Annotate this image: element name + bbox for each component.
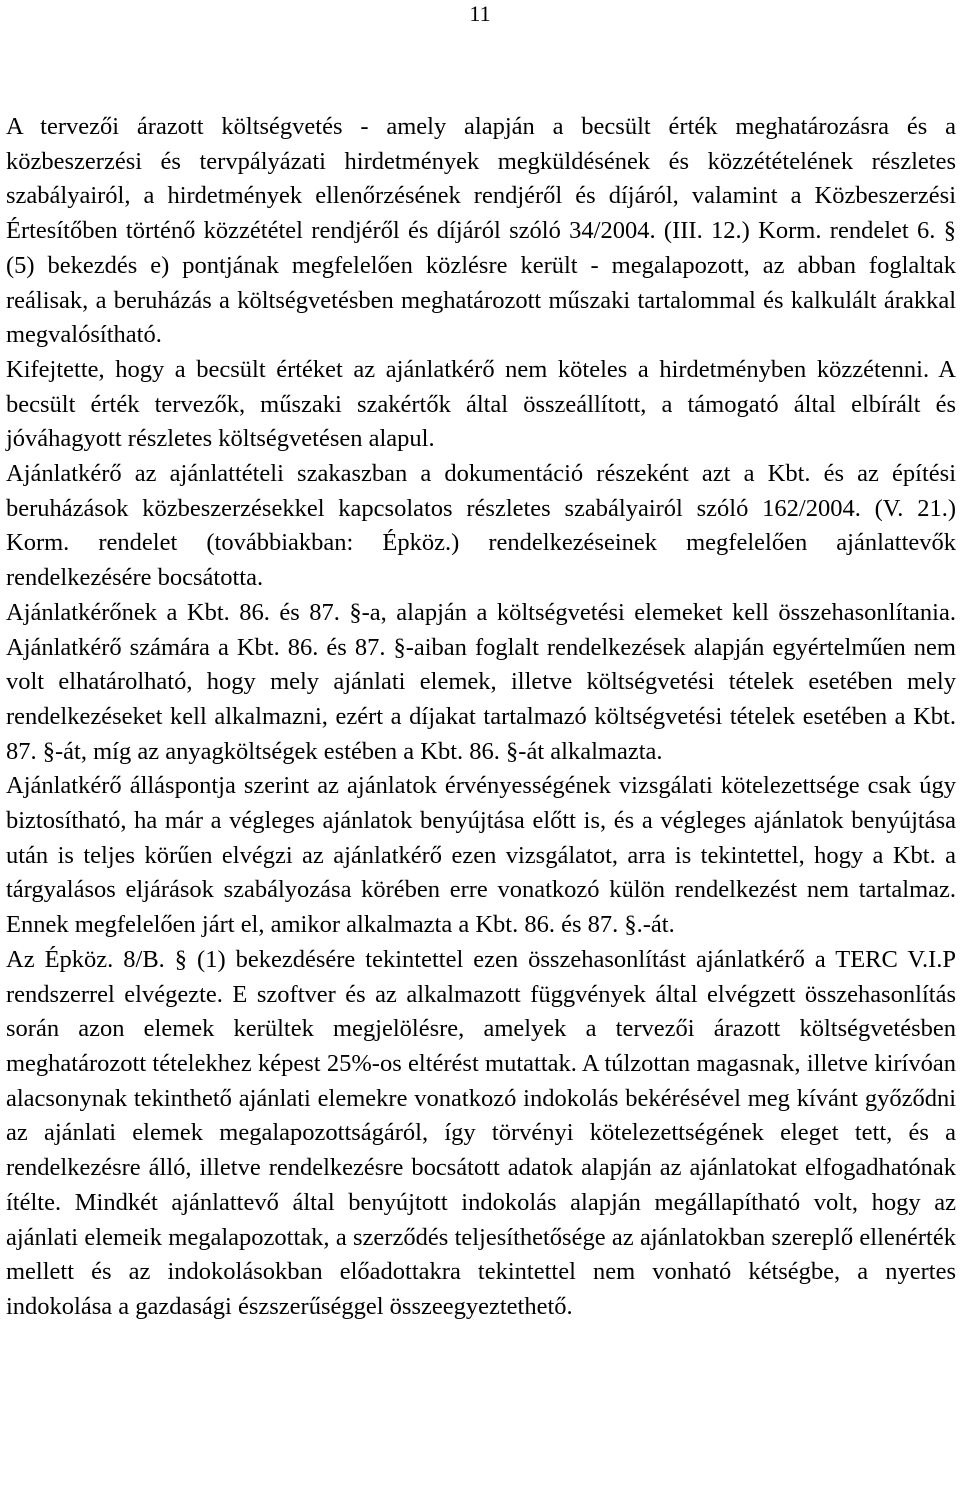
paragraph: Kifejtette, hogy a becsült értéket az ajánlatkérő nem köteles a hirdetményben közzétenni. A becsült érték tervezők, műszaki szakértők által összeállított, a támogató által elbírált és jóváhagyott részletes költségvetésen alapul. — [6, 355, 956, 453]
paragraph: A tervezői árazott költségvetés - amely alapján a becsült érték meghatározásra és a közbeszerzési és tervpályázati hirdetmények megküldésének és közzétételének részletes szabályairól, a hirdetmények ellenőrzésének rendjéről és díjáról, valamint a Közbeszerzési Értesítőben történő közzététel rendjéről és díjáról szóló 34/2004. (III. 12.) Korm. rendelet 6. § (5) bekezdés e) pontjának megfelelően közlésre került - megalapozott, az abban foglaltak reálisak, a beruházás a költségvetésben meghatározott műszaki tartalommal és kalkulált árakkal megvalósítható. — [6, 113, 956, 349]
document-body — [6, 110, 956, 1325]
paragraph: Ajánlatkérő az ajánlattételi szakaszban a dokumentáció részeként azt a Kbt. és az építési beruházások közbeszerzésekkel kapcsolatos részletes szabályairól szóló 162/2004. (V. 21.) Korm. rendelet (továbbiakban: Épköz.) rendelkezéseinek megfelelően ajánlattevők rendelkezésére bocsátotta. — [6, 460, 956, 592]
paragraph: Az Épköz. 8/B. § (1) bekezdésére tekintettel ezen összehasonlítást ajánlatkérő a TERC V.I.P rendszerrel elvégezte. E szoftver és az alkalmazott függvények által elvégzett összehasonlítás során azon elemek kerültek megjelölésre, amelyek a tervezői árazott költségvetésben meghatározott tételekhez képest 25%-os eltérést mutattak. A túlzottan magasnak, illetve kirívóan alacsonynak tekinthető ajánlati elemekre vonatkozó indokolás bekérésével meg kívánt győződni az ajánlati elemek megalapozottságáról, így törvényi kötelezettségének eleget tett, és a rendelkezésre álló, illetve rendelkezésre bocsátott adatok alapján az ajánlatokat elfogadhatónak ítélte. Mindkét ajánlattevő által benyújtott indokolás alapján megállapítható volt, hogy az ajánlati elemeik megalapozottak, a szerződés teljesíthetősége az ajánlatokban szereplő ellenérték mellett és az indokolásokban előadottakra tekintettel nem vonható kétségbe, a nyertes indokolása a gazdasági észszerűséggel összeegyeztethető. — [6, 945, 956, 1320]
paragraph: Ajánlatkérő álláspontja szerint az ajánlatok érvényességének vizsgálati kötelezettsége csak úgy biztosítható, ha már a végleges ajánlatok benyújtása előtt is, és a végleges ajánlatok benyújtása után is teljes körűen elvégzi az ajánlatkérő ezen vizsgálatot, arra is tekintettel, hogy a Kbt. a tárgyalásos eljárások szabályozása körében erre vonatkozó külön rendelkezést nem tartalmaz. Ennek megfelelően járt el, amikor alkalmazta a Kbt. 86. és 87. §.-át. — [6, 772, 956, 939]
page-number: 11 — [469, 1, 491, 26]
paragraph: Ajánlatkérőnek a Kbt. 86. és 87. §-a, alapján a költségvetési elemeket kell összehasonlítania. Ajánlatkérő számára a Kbt. 86. és 87. §-aiban foglalt rendelkezések alapján egyértelműen nem volt elhatárolható, hogy mely ajánlati elemek, illetve költségvetési tételek esetében mely rendelkezéseket kell alkalmazni, ezért a díjakat tartalmazó költségvetési tételek esetében a Kbt. 87. §-át, míg az anyagköltségek estében a Kbt. 86. §-át alkalmazta. — [6, 598, 956, 765]
